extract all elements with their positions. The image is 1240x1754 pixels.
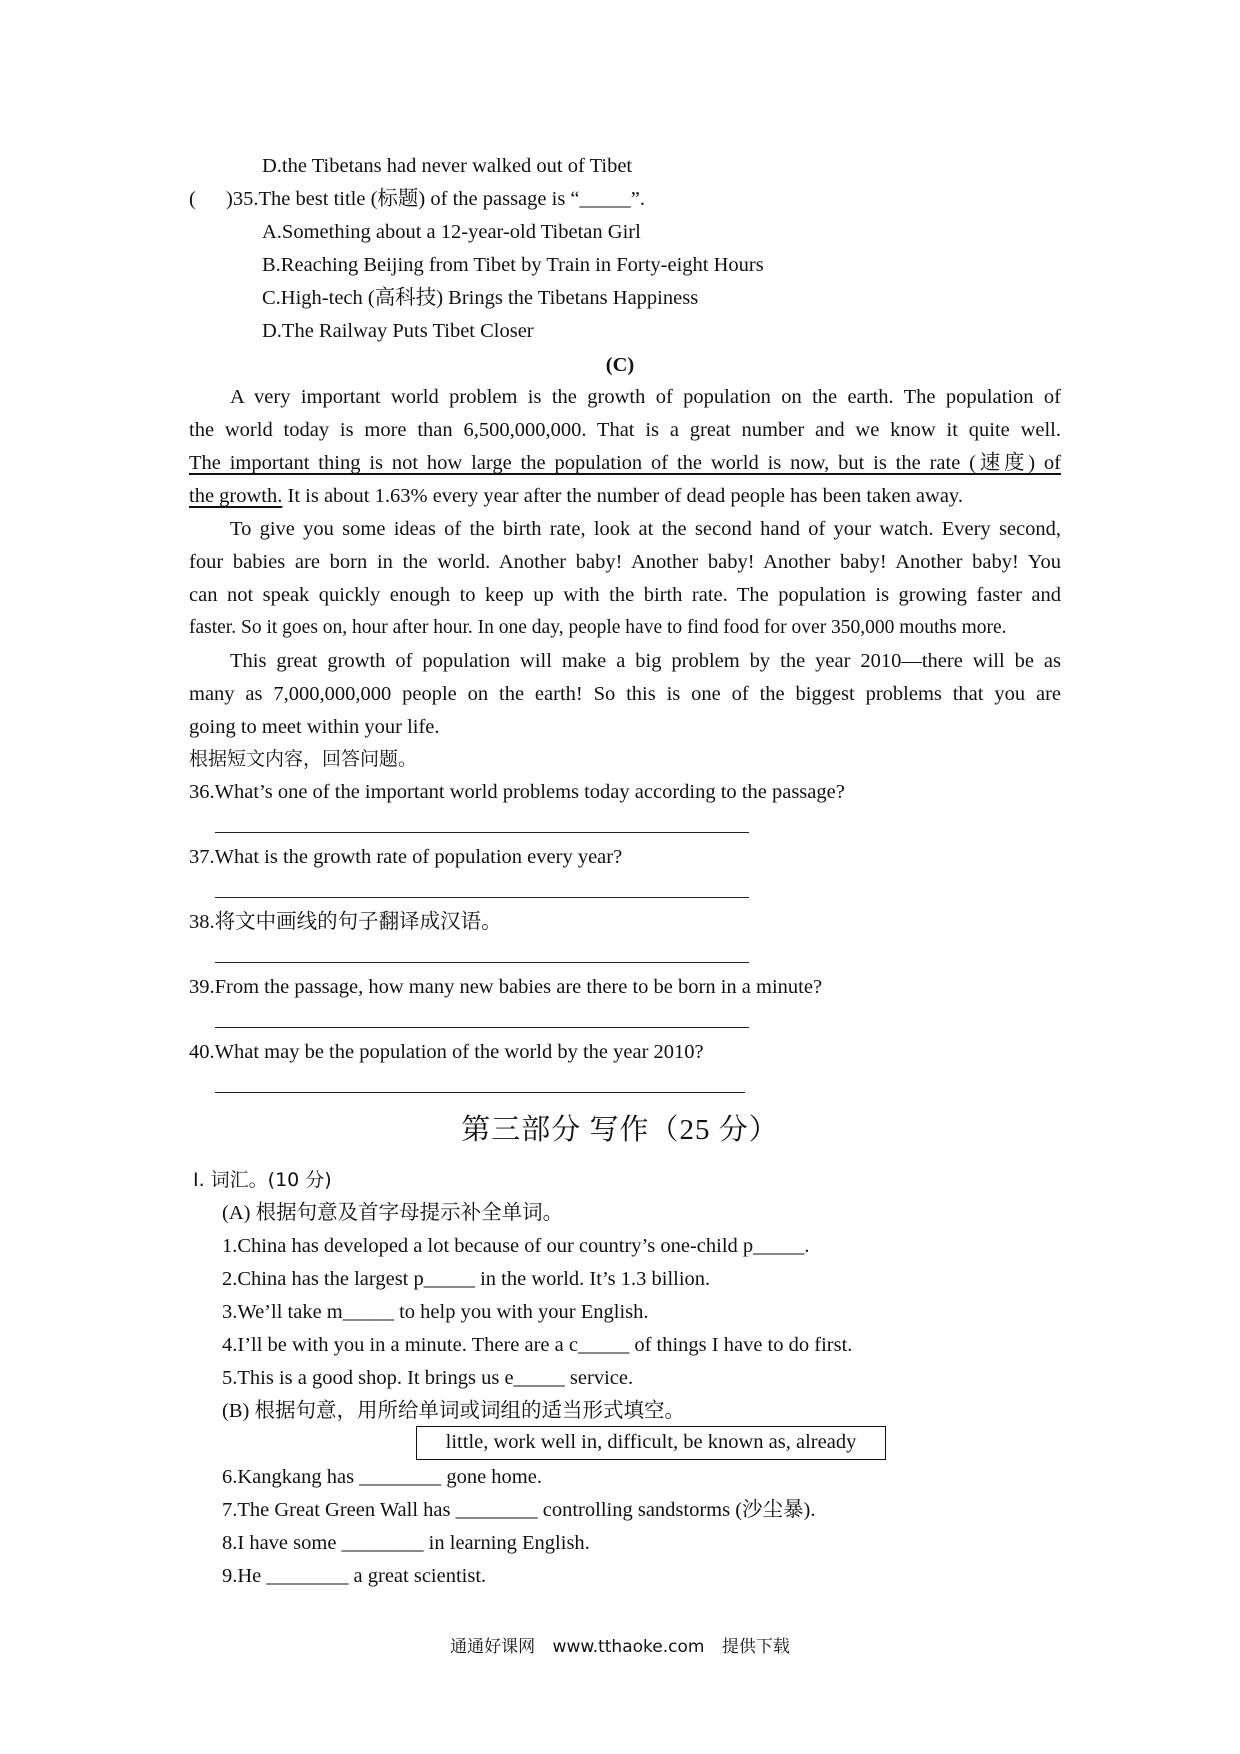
passage-c-p3-line1: This great growth of population will make a big problem by the year 2010—there will be as bbox=[230, 650, 1061, 672]
section1-heading: Ⅰ. 词汇。(10 分) bbox=[193, 1169, 332, 1191]
fill-item-7: 7.The Great Green Wall has ________ controlling sandstorms (沙尘暴). bbox=[222, 1499, 816, 1521]
underlined-sentence-line1: The important thing is not how large the population of the world is now, but is the rate (速度) of bbox=[189, 452, 1061, 474]
footer-site-name: 通通好课网 bbox=[450, 1637, 536, 1657]
question-37: 37.What is the growth rate of population every year? bbox=[189, 846, 623, 868]
answer-instruction: 根据短文内容，回答问题。 bbox=[189, 748, 418, 770]
footer-note: 提供下载 bbox=[721, 1637, 790, 1657]
q35-option-b: B.Reaching Beijing from Tibet by Train in Forty-eight Hours bbox=[262, 254, 764, 276]
q35-option-d: D.The Railway Puts Tibet Closer bbox=[262, 320, 534, 342]
passage-c-p3-line2: many as 7,000,000,000 people on the earth! So this is one of the biggest problems that you are bbox=[189, 683, 1061, 705]
passage-c-p2-line4: faster. So it goes on, hour after hour. In one day, people have to find food for over 350,000 mouths more. bbox=[189, 617, 1007, 638]
passage-c-p1-line1: A very important world problem is the growth of population on the earth. The population of bbox=[230, 386, 1061, 408]
underlined-sentence-line2: the growth. bbox=[189, 485, 283, 507]
part3-title: 第三部分 写作（25 分） bbox=[461, 1114, 779, 1146]
answer-line-40[interactable] bbox=[215, 1092, 745, 1093]
fill-item-9: 9.He ________ a great scientist. bbox=[222, 1565, 487, 1587]
vocab-item-2: 2.China has the largest p_____ in the world. It’s 1.3 billion. bbox=[222, 1268, 711, 1290]
word-bank-box: little, work well in, difficult, be known as, already bbox=[416, 1426, 886, 1460]
passage-c-p2-line2: four babies are born in the world. Another baby! Another baby! Another baby! Another baby! You bbox=[189, 551, 1061, 573]
q35-stem: )35.The best title (标题) of the passage is “_____”. bbox=[226, 188, 645, 210]
answer-line-38[interactable] bbox=[215, 962, 749, 963]
vocab-item-1: 1.China has developed a lot because of our country’s one-child p_____. bbox=[222, 1235, 810, 1257]
passage-c-p1-line4 bbox=[189, 480, 963, 512]
footer-url[interactable]: www.tthaoke.com bbox=[552, 1637, 705, 1657]
vocab-item-5: 5.This is a good shop. It brings us e_____ service. bbox=[222, 1367, 634, 1389]
section-a-instruction: (A) 根据句意及首字母提示补全单词。 bbox=[222, 1202, 564, 1224]
vocab-item-4: 4.I’ll be with you in a minute. There are a c_____ of things I have to do first. bbox=[222, 1334, 853, 1356]
vocab-item-3: 3.We’ll take m_____ to help you with your English. bbox=[222, 1301, 649, 1323]
section-b-instruction: (B) 根据句意，用所给单词或词组的适当形式填空。 bbox=[222, 1400, 685, 1422]
passage-c-p2-line1: To give you some ideas of the birth rate, look at the second hand of your watch. Every second, bbox=[230, 518, 1061, 540]
passage-c-p2-line3: can not speak quickly enough to keep up with the birth rate. The population is growing faster and bbox=[189, 584, 1061, 606]
passage-c-p1-tail: It is about 1.63% every year after the number of dead people has been taken away. bbox=[282, 485, 963, 507]
answer-line-37[interactable] bbox=[215, 897, 749, 898]
q35-bracket: ( bbox=[189, 188, 196, 210]
question-36: 36.What’s one of the important world problems today according to the passage? bbox=[189, 781, 845, 803]
passage-c-p1-line2: the world today is more than 6,500,000,000. That is a great number and we know it quite well. bbox=[189, 419, 1061, 441]
page-footer bbox=[0, 1633, 1240, 1661]
q35-option-c: C.High-tech (高科技) Brings the Tibetans Happiness bbox=[262, 287, 699, 309]
question-39: 39.From the passage, how many new babies are there to be born in a minute? bbox=[189, 976, 823, 998]
question-38: 38.将文中画线的句子翻译成汉语。 bbox=[189, 911, 502, 933]
fill-item-6: 6.Kangkang has ________ gone home. bbox=[222, 1466, 542, 1488]
fill-item-8: 8.I have some ________ in learning English. bbox=[222, 1532, 590, 1554]
q35-option-a: A.Something about a 12-year-old Tibetan Girl bbox=[262, 221, 641, 243]
passage-c-heading: (C) bbox=[605, 354, 635, 376]
answer-line-39[interactable] bbox=[215, 1027, 749, 1028]
question-40: 40.What may be the population of the world by the year 2010? bbox=[189, 1041, 704, 1063]
passage-c-p3-line3: going to meet within your life. bbox=[189, 716, 440, 738]
answer-line-36[interactable] bbox=[215, 832, 749, 833]
q34-option-d: D.the Tibetans had never walked out of Tibet bbox=[262, 155, 633, 177]
